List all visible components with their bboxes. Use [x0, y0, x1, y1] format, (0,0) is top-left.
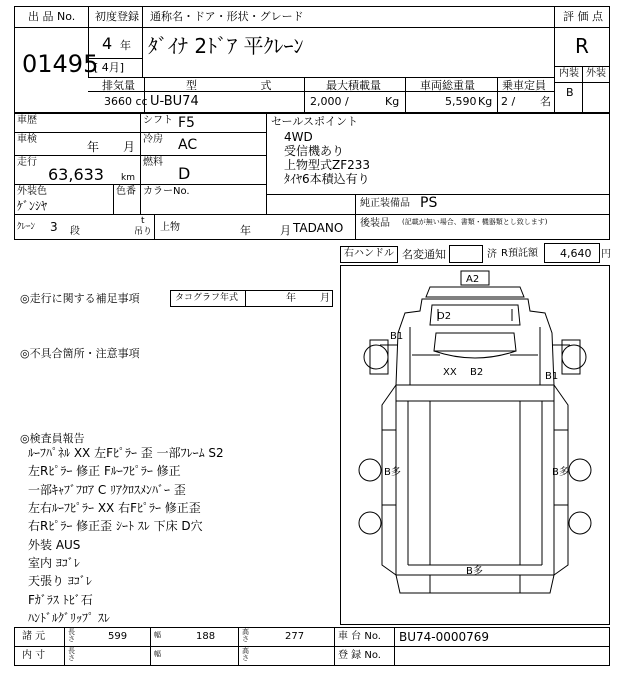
divider	[582, 66, 583, 113]
driving-notes-label: ◎走行に関する補足事項	[20, 292, 140, 305]
first-registration-label: 初度登録	[95, 10, 139, 23]
damage-mark: D2	[437, 311, 452, 322]
lift-unit: 吊り	[134, 227, 153, 237]
registration-month: [ 4月]	[94, 61, 125, 74]
damage-mark: B1	[545, 371, 559, 382]
handle-value: 右ハンドル	[344, 248, 394, 259]
height-value: 277	[285, 631, 305, 642]
inspector-line: 左Rﾋﾟﾗｰ 修正 Fﾙｰﾌﾋﾟﾗｰ 修正	[28, 464, 181, 478]
name-change-label: 名変通知	[402, 248, 446, 261]
divider	[334, 627, 335, 666]
inspection-month-unit: 月	[123, 140, 136, 154]
rear-bumper-outline	[396, 575, 554, 593]
tacho-year-unit: 年	[286, 293, 296, 304]
mileage-label: 走行	[17, 157, 37, 168]
divider	[14, 214, 610, 215]
divider	[266, 194, 610, 195]
max-load-label: 最大積載量	[326, 79, 381, 92]
gross-weight-value: 5,590	[445, 95, 477, 108]
aftermarket-note: (記載が無い場合、書類・機器類とし致します)	[402, 218, 548, 226]
damage-mark: A2	[466, 274, 480, 285]
rear-left-tire	[359, 459, 381, 481]
chassis-label: 車 台 No.	[338, 631, 381, 642]
model-label: 型 式	[186, 79, 302, 92]
sales-point-item: 上物型式ZF233	[284, 158, 371, 172]
upper-maker: TADANO	[293, 221, 344, 235]
stage-unit: 段	[70, 226, 80, 237]
ac-label: 冷房	[143, 134, 163, 145]
sales-point-item: 4WD	[284, 130, 313, 144]
ac-value: AC	[178, 137, 198, 153]
interior-dimensions-label: 内 寸	[22, 650, 46, 661]
score-value: R	[575, 34, 589, 58]
chassis-value: BU74-0000769	[399, 630, 490, 644]
sales-point-item: 受信機あり	[284, 144, 345, 158]
inspector-line: 左右ﾙｰﾌﾋﾟﾗｰ XX 右Fﾋﾟﾗｰ 修正歪	[28, 501, 201, 515]
history-label: 車歴	[17, 115, 37, 126]
inspector-line: 室内 ﾖｺﾞﾚ	[28, 556, 80, 570]
model-value: U-BU74	[150, 94, 199, 109]
inner-width-label: 幅	[154, 650, 161, 658]
length-label: 長さ	[68, 628, 75, 644]
divider	[140, 113, 141, 214]
exterior-color-value: ｹﾞﾝｼﾔ	[17, 199, 48, 213]
bed-outline	[396, 385, 554, 575]
front-bumper-outline	[426, 287, 524, 297]
interior-grade: B	[566, 86, 574, 99]
lift-unit-top: t	[141, 216, 145, 226]
divider	[142, 6, 143, 77]
inspection-label: 車検	[17, 134, 37, 145]
rear-right-tire	[569, 459, 591, 481]
inspector-line: ﾊﾝﾄﾞﾙｸﾞﾘｯﾌﾟ ｽﾚ	[28, 611, 110, 625]
width-value: 188	[196, 631, 216, 642]
front-left-tire	[364, 345, 388, 369]
inspector-report-label: ◎検査員報告	[20, 432, 85, 445]
exterior-grade-label: 外装	[586, 68, 606, 79]
fuel-value: D	[178, 164, 191, 183]
crane-stages: 3	[50, 220, 58, 234]
bed-right-side	[554, 385, 568, 575]
divider	[88, 77, 554, 78]
divider	[88, 27, 554, 28]
divider	[405, 77, 406, 113]
sales-points-title: セールスポイント	[271, 115, 359, 128]
divider	[14, 27, 88, 28]
tacho-month-unit: 月	[320, 293, 330, 304]
inner-height-label: 高さ	[242, 647, 249, 663]
divider	[497, 77, 498, 113]
divider	[554, 27, 610, 28]
divider	[154, 214, 155, 240]
divider	[554, 6, 555, 113]
recycle-label: R預託額	[501, 248, 538, 259]
height-label: 高さ	[242, 628, 249, 644]
crane-label: ｸﾚｰﾝ	[17, 222, 36, 232]
recycle-prefix: 济	[487, 249, 497, 260]
front-right-tire	[562, 345, 586, 369]
sales-point-item: ﾀｲﾔ6本積込有り	[284, 172, 370, 186]
upper-month-unit: 月	[280, 224, 291, 237]
inspector-line: ﾙｰﾌﾊﾟﾈﾙ XX 左Fﾋﾟﾗｰ 歪 一部ﾌﾚｰﾑ S2	[28, 446, 224, 460]
divider	[113, 184, 114, 214]
divider	[238, 627, 239, 666]
genuine-equipment-value: PS	[420, 195, 438, 211]
divider	[88, 91, 554, 92]
vehicle-name-label: 通称名・ドア・形状・グレード	[150, 10, 304, 23]
lot-label: 出 品 No.	[28, 10, 76, 23]
interior-grade-label: 内装	[559, 68, 579, 79]
divider	[266, 113, 267, 214]
divider	[245, 290, 246, 307]
gross-weight-label: 車両総重量	[420, 79, 475, 92]
inspection-year-unit: 年	[87, 140, 100, 154]
divider	[14, 132, 266, 133]
inner-length-label: 長さ	[68, 647, 75, 663]
capacity-unit: 名	[540, 95, 551, 108]
shift-label: シフト	[143, 115, 173, 126]
color-code-label: カラーNo.	[143, 186, 190, 197]
lot-number: 01495	[22, 50, 99, 78]
mileage-unit: km	[121, 173, 135, 183]
tachograph-label: タコグラフ年式	[175, 293, 239, 303]
displacement-label: 排気量	[102, 79, 135, 92]
divider	[304, 77, 305, 113]
mileage-value: 63,633	[48, 165, 104, 184]
inspector-line: 外装 AUS	[28, 538, 81, 552]
defects-label: ◎不具合箇所・注意事項	[20, 347, 140, 360]
capacity-label: 乗車定員	[502, 79, 546, 92]
divider	[150, 627, 151, 666]
divider	[394, 627, 395, 666]
yen-unit: 円	[601, 249, 611, 260]
year-unit: 年	[120, 39, 131, 52]
divider	[64, 627, 65, 666]
cab-roof-outline	[434, 333, 516, 351]
genuine-equipment-label: 純正装備品	[360, 198, 410, 209]
shift-value: F5	[178, 115, 195, 131]
gross-weight-unit: Kg	[478, 95, 493, 108]
upper-year-unit: 年	[240, 224, 251, 237]
damage-mark: B多	[466, 566, 483, 577]
divider	[355, 194, 356, 240]
damage-mark: B多	[384, 467, 401, 478]
score-label: 評 価 点	[563, 10, 603, 23]
spec-label: 諸 元	[22, 631, 46, 642]
capacity-value: 2 /	[501, 95, 516, 108]
vehicle-name: ﾀﾞｲﾅ 2ﾄﾞｱ 平ｸﾚｰﾝ	[148, 34, 304, 58]
name-change-box	[449, 245, 483, 263]
divider	[14, 646, 610, 647]
rear-right-tire-outer	[569, 512, 591, 534]
width-label: 幅	[154, 631, 161, 639]
upper-label: 上物	[160, 222, 180, 233]
damage-mark: XX	[443, 367, 457, 378]
damage-mark: B多	[552, 467, 569, 478]
damage-mark: B1	[390, 331, 404, 342]
inspector-line: Fｶﾞﾗｽ ﾄﾋﾞ石	[28, 593, 93, 607]
rear-left-tire-outer	[359, 512, 381, 534]
divider	[14, 184, 266, 185]
bed-left-side	[382, 385, 396, 575]
recycle-amount: 4,640	[560, 247, 592, 260]
inspector-line: 天張り ﾖｺﾞﾚ	[28, 574, 92, 588]
displacement-value: 3660 cc	[104, 95, 148, 108]
length-value: 599	[108, 631, 128, 642]
registration-label: 登 録 No.	[338, 650, 381, 661]
divider	[14, 155, 266, 156]
damage-mark: B2	[470, 367, 484, 378]
inspector-line: 右Rﾋﾟﾗｰ 修正歪 ｼｰﾄ ｽﾚ 下床 D穴	[28, 519, 203, 533]
color-number-label: 色番	[116, 186, 136, 197]
exterior-color-label: 外装色	[17, 186, 47, 197]
registration-year: 4	[102, 34, 113, 53]
max-load-value: 2,000 /	[310, 95, 349, 108]
fuel-label: 燃料	[143, 157, 163, 168]
max-load-unit: Kg	[385, 95, 400, 108]
inspector-line: 一部ｷｬﾌﾞﾌﾛｱ C ﾘｱｸﾛｽﾒﾝﾊﾞｰ 歪	[28, 483, 186, 497]
aftermarket-label: 後装品	[360, 218, 390, 229]
vehicle-damage-diagram	[340, 265, 610, 625]
